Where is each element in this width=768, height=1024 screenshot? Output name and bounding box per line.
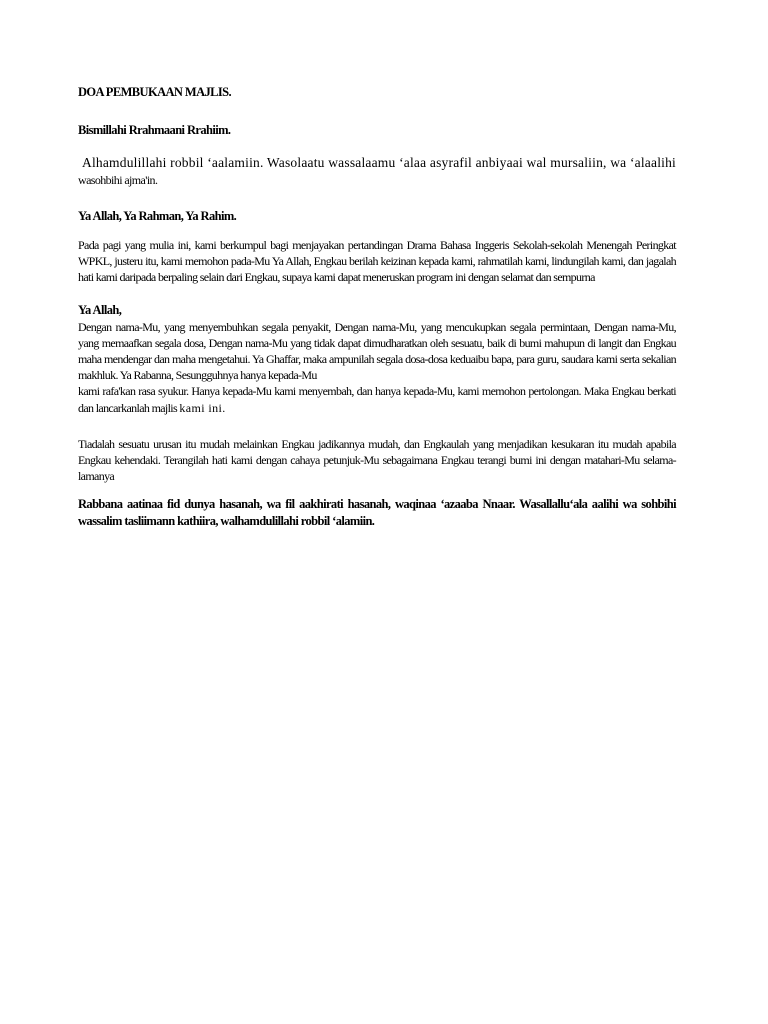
document-content: [78, 82, 676, 530]
paragraph-gathering: Pada pagi yang mulia ini, kami berkumpul bagi menjayakan pertandingan Drama Bahasa Inggeris Sekolah-sekolah Menengah Peringkat WPKL, justeru itu, kami memohon pada-Mu Ya Allah, Engkau berilah keizinan kepada kami, rahmatilah kami, lindungilah kami, dan jagalah hati kami daripada berpaling selain dari Engkau, supaya kami dapat meneruskan program ini dengan selamat dan sempurna: [78, 238, 676, 285]
paragraph-names-of-allah: [78, 319, 676, 416]
opening-salutation-tail: wasohbihi ajma'in.: [78, 173, 158, 187]
invocation-heading: Ya Allah, Ya Rahman, Ya Rahim.: [78, 209, 237, 223]
paragraph-names-part-1: Dengan nama-Mu, yang menyembuhkan segala penyakit, Dengan nama-Mu, yang mencukupkan segala permintaan, Dengan nama-Mu, yang memaafkan segala dosa, Dengan nama-Mu yang tidak dapat dimudharatkan oleh sesuatu, baik di bumi mahupun di langit dan Engkau maha mendengar dan maha mengetahui. Ya Ghaffar, maka ampunilah segala dosa-dosa keduaibu bapa, para guru, saudara kami serta sekalian makhluk. Ya Rabanna, Sesungguhnya hanya kepada-Mu: [78, 319, 676, 383]
paragraph-names-part-2: kami rafa'kan rasa syukur. Hanya kepada-Mu kami menyembah, dan hanya kepada-Mu, kami memohon pertolongan. Maka Engkau berkati dan lancarkanlah majlis: [78, 384, 676, 415]
paragraph-names-part-3: kami ini.: [179, 400, 226, 415]
bismillah-line: Bismillahi Rrahmaani Rrahiim.: [78, 123, 231, 137]
opening-salutation-main: Alhamdulillahi robbil ‘aalamiin. Wasolaatu wassalaamu ‘alaa asyrafil anbiyaai wal mursaliin, wa ‘alaalihi: [82, 155, 676, 170]
document-title: DOA PEMBUKAAN MAJLIS.: [78, 85, 232, 99]
paragraph-ease: Tiadalah sesuatu urusan itu mudah melainkan Engkau jadikannya mudah, dan Engkaulah yang menjadikan kesukaran itu mudah apabila Engkau kehendaki. Terangilah hati kami dengan cahaya petunjuk-Mu sebagaimana Engkau terangi bumi ini dengan matahari-Mu selama-lamanya: [78, 436, 676, 484]
closing-prayer: Rabbana aatinaa fid dunya hasanah, wa fil aakhirati hasanah, waqinaa ‘azaaba Nnaar. Wasallallu‘ala aalihi wa sohbihi wassalim tasliimann kathiira, walhamdulillahi robbil ‘alamiin.: [78, 497, 676, 529]
opening-salutation: [78, 154, 676, 189]
ya-allah-heading: Ya Allah,: [78, 302, 122, 317]
